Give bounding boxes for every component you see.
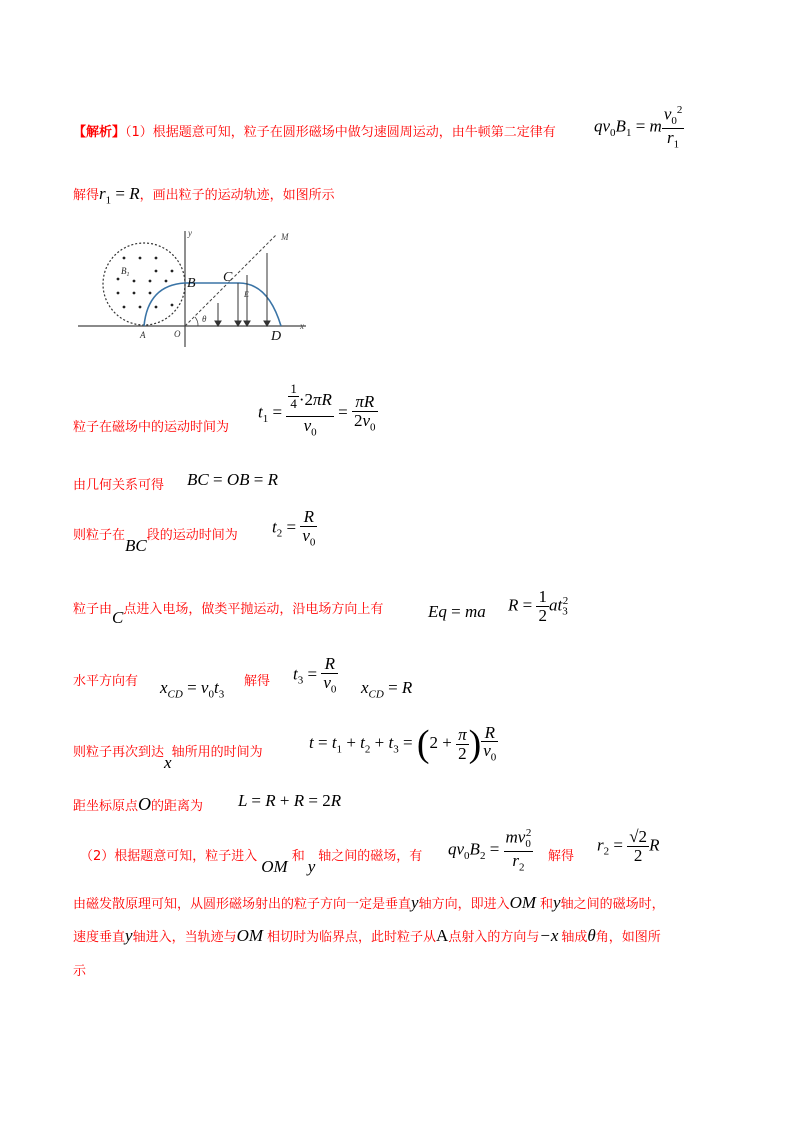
para-text-1c: 和: [540, 897, 554, 912]
para-text-2f: 角，如图所: [595, 930, 661, 945]
field-label-B1: $B_1$: [121, 266, 130, 278]
point-B-label: B: [187, 276, 196, 291]
axis-x-text: x: [164, 753, 172, 772]
horizontal-pre: 水平方向有: [73, 674, 139, 689]
origin-O-label: O: [174, 329, 181, 339]
particle-trajectory: [144, 283, 281, 326]
time-x-post: 轴所用的时间为: [171, 745, 263, 760]
axis-y-text: y: [307, 857, 316, 876]
para-y-2: y: [553, 893, 561, 912]
distance-pre: 距坐标原点: [73, 799, 139, 814]
formula-qv0B2: $qv_0B_2$ = $\frac{mv_0^2}{r_2}$: [448, 827, 532, 873]
part2-and: 和: [291, 849, 305, 864]
formula-r1-equals-R: $r_1 = R$: [99, 184, 140, 207]
formula-t2: $t_2$ = $\frac{R}{v_0}$: [272, 507, 316, 549]
field-entry-pre: 粒子由: [73, 602, 113, 617]
point-A-label: A: [140, 330, 146, 340]
para-text-2b: 轴进入，当轨迹与: [132, 930, 237, 945]
para-OM-1: OM: [509, 893, 537, 912]
segment-OM: OM: [261, 857, 288, 876]
para-text-1b: 轴方向，即进入: [418, 897, 510, 912]
time-to-x-axis-line: [73, 741, 263, 772]
distance-from-origin-line: [73, 794, 203, 815]
time-BC-pre: 则粒子在: [73, 528, 126, 543]
y-axis-label: y: [188, 228, 192, 238]
para-text-2a: 速度垂直: [73, 930, 126, 945]
point-E-label: E: [244, 290, 249, 299]
point-C-text: C: [112, 608, 124, 627]
formula-Eq-ma: Eq = ma: [428, 602, 486, 621]
part2-post: 轴之间的磁场，有: [318, 849, 423, 864]
angle-arc: [195, 317, 198, 326]
para-A: A: [436, 926, 449, 945]
formula-t1: $t_1$ = $^{\frac{1}{4}}$ ·2πR $v_0$ = $\frac{\pi R}{2v_0}$: [258, 381, 376, 439]
formula-t3: $t_3$ = $\frac{R}{v_0}$: [293, 654, 337, 696]
formula-r2: $r_2$ = $\frac{√2}{2}$ R: [597, 827, 660, 865]
solve-r1-line: [73, 184, 335, 206]
time-x-pre: 则粒子再次到达: [73, 745, 165, 760]
formula-xCD-R: $x_{CD} = R$: [361, 678, 413, 701]
time-BC-post: 段的运动时间为: [146, 528, 238, 543]
time-in-field-label: 粒子在磁场中的运动时间为: [73, 420, 230, 435]
para-text-2c: 相切时为临界点，此时粒子从: [267, 930, 437, 945]
solve-label-1: 解得: [244, 674, 271, 689]
angle-theta-label: θ: [202, 314, 207, 324]
field-entry-post: 点进入电场，做类平抛运动，沿电场方向上有: [123, 602, 384, 617]
solve-label-2: 解得: [548, 849, 575, 864]
para-text-1d: 轴之间的磁场时，: [560, 897, 665, 912]
electric-field-arrows: [215, 253, 270, 326]
time-BC-line: [73, 524, 238, 555]
formula-total-time: $t = t_1 + t_2 + t_3 = (2$ + $\frac{\pi}{2}$ ) $\frac{R}{v_0}$: [309, 722, 497, 765]
solution-intro-line: [73, 121, 556, 140]
formula-R-half-at3-squared: R = $\frac{1}{2}$ $at_3^2$: [508, 587, 569, 625]
geometry-relation-label: 由几何关系可得: [73, 478, 165, 493]
point-M-label: M: [281, 232, 289, 242]
formula-newton-second-law: $qv_0B_1 = m$ $\frac{v_0^2}{r_1}$: [594, 104, 683, 150]
part2-pre: （2）根据题意可知，粒子进入: [80, 849, 258, 864]
origin-O-text: O: [138, 794, 152, 814]
point-D-label: D: [271, 329, 282, 344]
para-text-1a: 由磁发散原理可知，从圆形磁场射出的粒子方向一定是垂直: [73, 897, 412, 912]
formula-BC-OB-R: BC = OB = R: [187, 470, 278, 489]
paragraph-line-3: 示: [73, 964, 87, 979]
para-y-3: y: [125, 926, 133, 945]
formula-L-2R: L = R + R = 2R: [238, 791, 342, 810]
paragraph-line-1: [73, 893, 665, 913]
part2-line: [80, 845, 423, 876]
trajectory-figure: [78, 225, 318, 350]
solve-r1-pre: 解得: [73, 188, 100, 203]
segment-BC: BC: [125, 536, 147, 555]
point-C-label: C: [223, 270, 233, 285]
para-theta: θ: [587, 926, 596, 945]
formula-xCD-v0t3: $x_{CD} = v_0t_3$: [160, 678, 225, 701]
para-neg-x: −x: [539, 926, 559, 945]
x-axis-label: x: [300, 321, 304, 331]
electric-field-entry-line: [73, 598, 384, 627]
paragraph-line-2: [73, 926, 661, 946]
solve-r1-post: ，画出粒子的运动轨迹，如图所示: [139, 188, 335, 203]
distance-post: 的距离为: [151, 799, 204, 814]
circular-field-boundary: [103, 243, 185, 325]
analysis-tag: 【解析】: [73, 125, 126, 140]
para-text-2e: 轴成: [561, 930, 588, 945]
para-text-2d: 点射入的方向与: [448, 930, 540, 945]
field-dots: [117, 257, 174, 309]
para-y-1: y: [411, 893, 419, 912]
para-OM-2: OM: [236, 926, 264, 945]
horizontal-direction-line: [73, 670, 138, 689]
intro-text: （1）根据题意可知，粒子在圆形磁场中做匀速圆周运动，由牛顿第二定律有: [125, 125, 556, 140]
